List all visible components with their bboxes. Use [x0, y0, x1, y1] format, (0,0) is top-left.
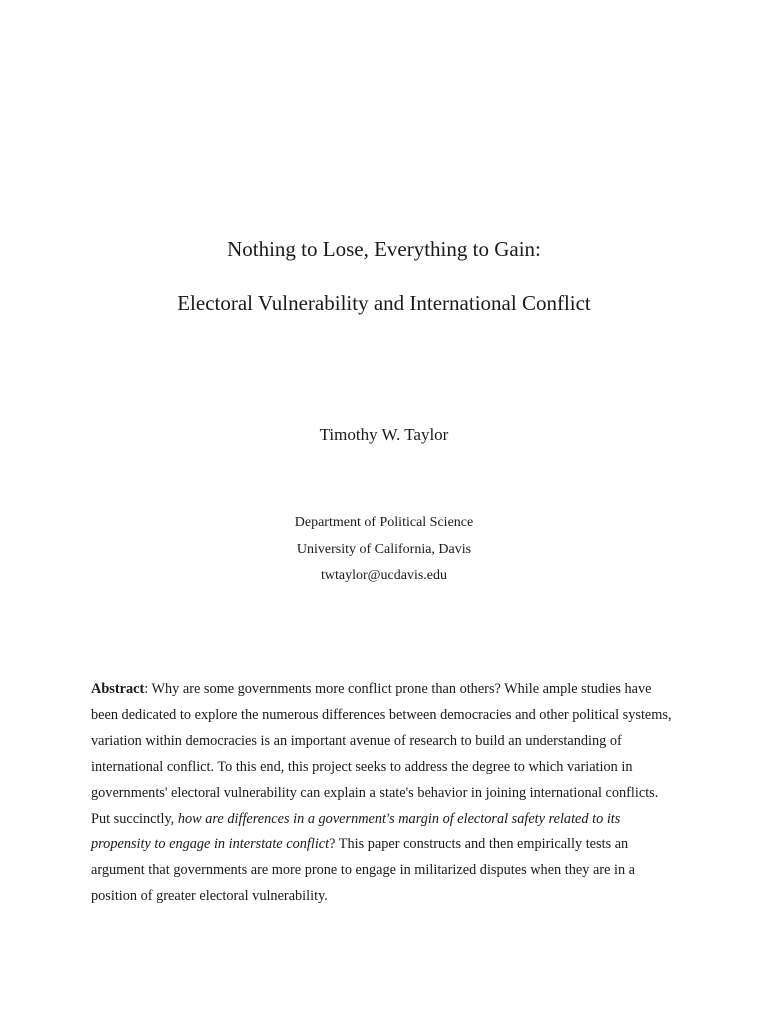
author-name: Timothy W. Taylor — [319, 425, 449, 444]
abstract — [91, 677, 691, 910]
abstract-line-8: argument that governments are more prone to engage in militarized disputes when they are in a — [91, 862, 636, 879]
abstract-label: Abstract — [91, 681, 145, 697]
abstract-line-6-prefix: Put succinctly, — [91, 810, 178, 827]
abstract-line-3: variation within democracies is an important avenue of research to build an understanding of — [91, 732, 622, 749]
email: twtaylor@ucdavis.edu — [320, 568, 448, 583]
abstract-line-7 — [91, 832, 691, 858]
university: University of California, Davis — [296, 541, 472, 557]
abstract-line-6 — [91, 807, 691, 833]
abstract-line-4: international conflict. To this end, this project seeks to address the degree to which variation in — [91, 758, 633, 775]
abstract-line-1-text: : Why are some governments more conflict prone than others? While ample studies have — [144, 681, 652, 697]
abstract-line-2: been dedicated to explore the numerous differences between democracies and other political systems, — [91, 706, 672, 723]
research-question-part-1: how are differences in a government's margin of electoral safety related to its — [177, 810, 621, 827]
paper-title-line-1: Nothing to Lose, Everything to Gain: — [227, 237, 541, 261]
department: Department of Political Science — [294, 515, 474, 530]
research-question-part-2: propensity to engage in interstate conflict — [91, 836, 330, 853]
author-affiliation — [0, 510, 768, 590]
paper-title-line-2: Electoral Vulnerability and International Conflict — [177, 291, 591, 315]
abstract-line-1 — [91, 677, 691, 703]
abstract-line-5: governments' electoral vulnerability can explain a state's behavior in joining international conflicts. — [91, 784, 659, 801]
abstract-line-9: position of greater electoral vulnerability. — [91, 888, 328, 905]
abstract-line-7-suffix: ? This paper constructs and then empirically tests an — [329, 836, 629, 853]
